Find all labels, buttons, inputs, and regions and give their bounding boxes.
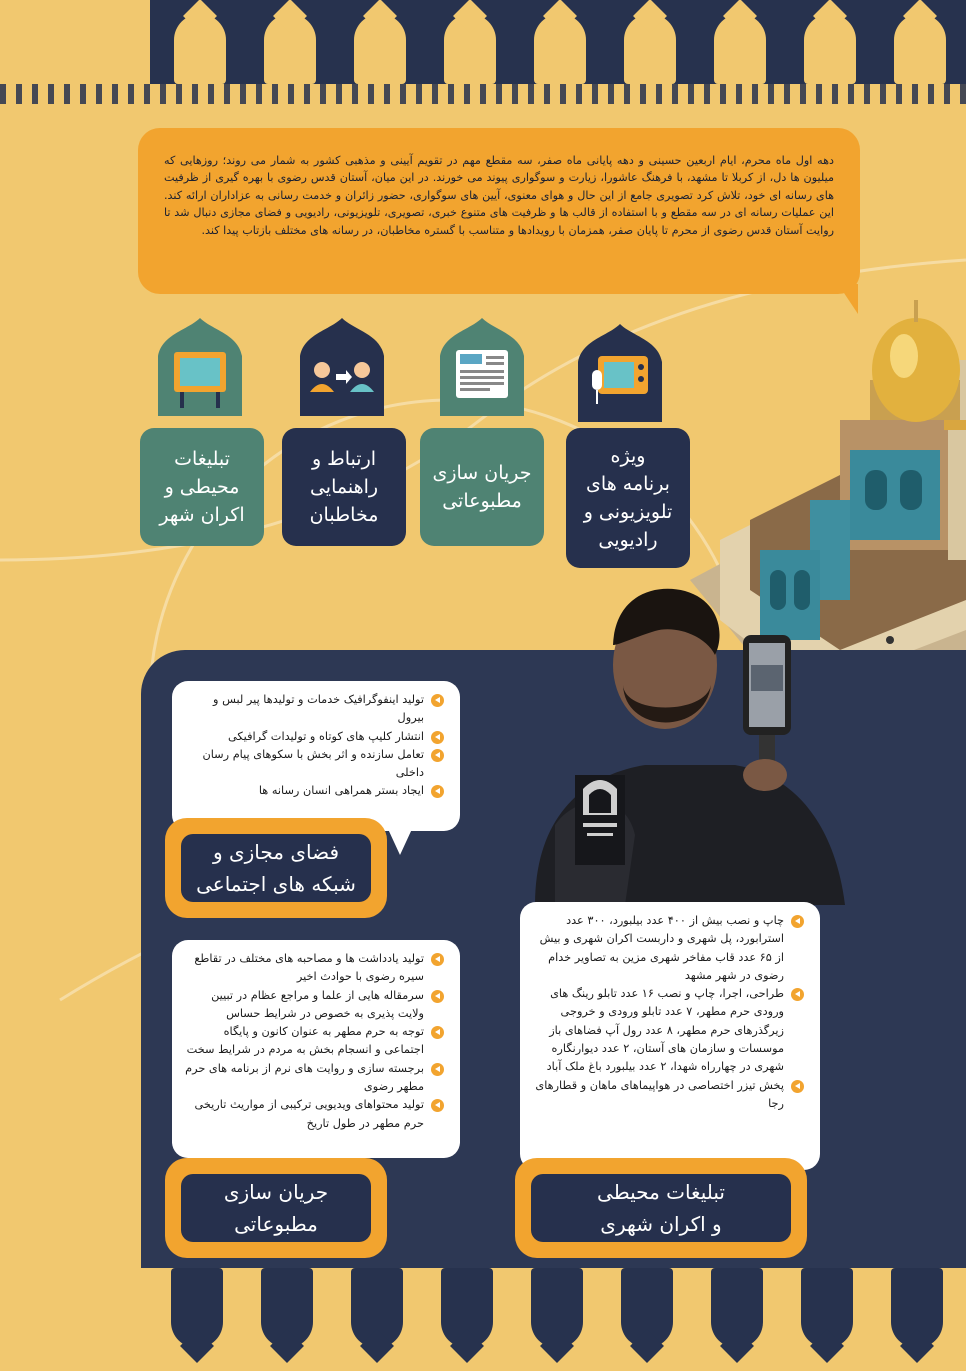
arrow-bullet-icon <box>431 953 444 966</box>
list-item: ایجاد بستر همراهی انسان رسانه ها <box>184 782 444 800</box>
list-item: سرمقاله هایی از علما و مراجع عظام در تبیین ولایت پذیری به خصوص در شرایط حساس <box>184 987 444 1024</box>
arrow-bullet-icon <box>431 694 444 707</box>
category-line: راهنمایی <box>309 476 379 498</box>
category-billboard <box>140 428 264 546</box>
category-line: تلویزیونی و <box>583 501 673 523</box>
category-line: تبلیغات <box>174 448 230 470</box>
bottom-pattern-banner <box>141 1268 966 1371</box>
category-line: مخاطبان <box>309 504 379 526</box>
list-item: انتشار کلیپ های کوتاه و تولیدات گرافیکی <box>184 728 444 746</box>
category-audience <box>282 428 406 546</box>
press-list <box>172 940 460 1158</box>
category-line: اکران شهر <box>159 504 245 526</box>
environment-list <box>520 902 820 1170</box>
tv-radio-icon <box>570 322 670 422</box>
arrow-bullet-icon <box>791 915 804 928</box>
decorative-border-strip <box>0 84 966 104</box>
list-item: برجسته سازی و روایت های نرم از برنامه های حرم مطهر رضوی <box>184 1060 444 1097</box>
bubble-tail <box>388 829 412 855</box>
top-pattern-banner <box>150 0 966 84</box>
social-title-line: شبکه های اجتماعی <box>196 872 356 896</box>
list-item: توجه به حرم مطهر به عنوان کانون و پایگاه اجتماعی و انسجام بخش به مردم در شرایط سخت <box>184 1023 444 1060</box>
billboard-icon <box>150 316 250 416</box>
list-item: تولید محتواهای ویدیویی ترکیبی از مواریث تاریخی حرم مطهر در طول تاریخ <box>184 1096 444 1133</box>
press-title-box <box>165 1158 387 1258</box>
list-item: تعامل سازنده و اثر بخش با سکوهای پیام رسان داخلی <box>184 746 444 783</box>
category-line: ویژه <box>610 445 646 467</box>
arrow-bullet-icon <box>431 785 444 798</box>
list-item: تولید اینفوگرافیک خدمات و تولیدها پیر لبس و بیرول <box>184 691 444 728</box>
list-item: طراحی، اجرا، چاپ و نصب ۱۶ عدد تابلو رینگ های ورودی حرم مطهر، ۷ عدد تابلو ورودی و خروجی زیرگذرهای حرم مطهر، ۸ عدد رول آپ فضاهای باز موسسات و سازمان های آستان، ۲ عدد دیوارنگاره شهری در چهارراه شهدا، ۲ عدد بیلبورد باغ ملک آباد <box>532 985 804 1076</box>
arrow-bullet-icon <box>791 988 804 1001</box>
environment-title-box <box>515 1158 807 1258</box>
category-press <box>420 428 544 546</box>
press-title-line: مطبوعاتی <box>234 1212 318 1236</box>
newspaper-icon <box>432 316 532 416</box>
category-line: مطبوعاتی <box>442 490 522 512</box>
arrow-bullet-icon <box>431 1026 444 1039</box>
arrow-bullet-icon <box>431 990 444 1003</box>
cameraman-photo <box>515 575 845 905</box>
social-media-list <box>172 681 460 831</box>
category-line: برنامه های <box>586 473 670 495</box>
arrow-bullet-icon <box>431 749 444 762</box>
environment-title-line: و اکران شهری <box>600 1212 722 1236</box>
list-item: تولید یادداشت ها و مصاحبه های مختلف در تقاطع سیره رضوی با حوادث اخیر <box>184 950 444 987</box>
list-item: پخش تیزر اختصاصی در هواپیماهای ماهان و قطارهای رجا <box>532 1077 804 1114</box>
category-line: ارتباط و <box>311 448 377 470</box>
list-item: چاپ و نصب بیش از ۴۰۰ عدد بیلبورد، ۳۰۰ عدد استرابورد، پل شهری و داربست اکران شهری و بیش از ۶۵ عدد قاب مفاخر شهری مزین به تصاویر خدام رضوی در شهر مشهد <box>532 912 804 985</box>
social-title-box <box>165 818 387 918</box>
arrow-bullet-icon <box>431 1099 444 1112</box>
social-title-line: فضای مجازی و <box>212 840 340 864</box>
category-line: جریان سازی <box>432 462 532 484</box>
environment-title-line: تبلیغات محیطی <box>597 1180 725 1204</box>
arrow-bullet-icon <box>791 1080 804 1093</box>
category-tv-radio <box>566 428 690 568</box>
press-title-line: جریان سازی <box>223 1180 329 1204</box>
arrow-bullet-icon <box>431 731 444 744</box>
arrow-bullet-icon <box>431 1063 444 1076</box>
category-line: محیطی و <box>164 476 240 498</box>
intro-paragraph: دهه اول ماه محرم، ایام اربعین حسینی و دهه پایانی ماه صفر، سه مقطع مهم در تقویم آیینی و مذهبی کشور به شمار می روند؛ روزهایی که میلیون ها دل، از کربلا تا مشهد، با فرهنگ عاشورا، زیارت و سوگواری پیوند می خورند. در این میان، آستان قدس رضوی با بهره گیری از ظرفیت های رسانه ای خود، تلاش کرد تصویری جامع از این حال و هوای معنوی، آیین های سوگواری، حضور زائران و خدمت رسانی به عزاداران ارائه کند. این عملیات رسانه ای در سه مقطع و با استفاده از قالب ها و ظرفیت های متنوع خبری، تصویری، تلویزیونی، رادیویی و فضای مجازی دنبال شد تا روایت آستان قدس رضوی از محرم تا پایان صفر، همزمان با رویدادها و متناسب با گستره مخاطبان، در رسانه های مختلف بازتاب پیدا کند. <box>138 128 860 294</box>
audience-guidance-icon <box>292 316 392 416</box>
category-line: رادیویی <box>598 529 658 551</box>
